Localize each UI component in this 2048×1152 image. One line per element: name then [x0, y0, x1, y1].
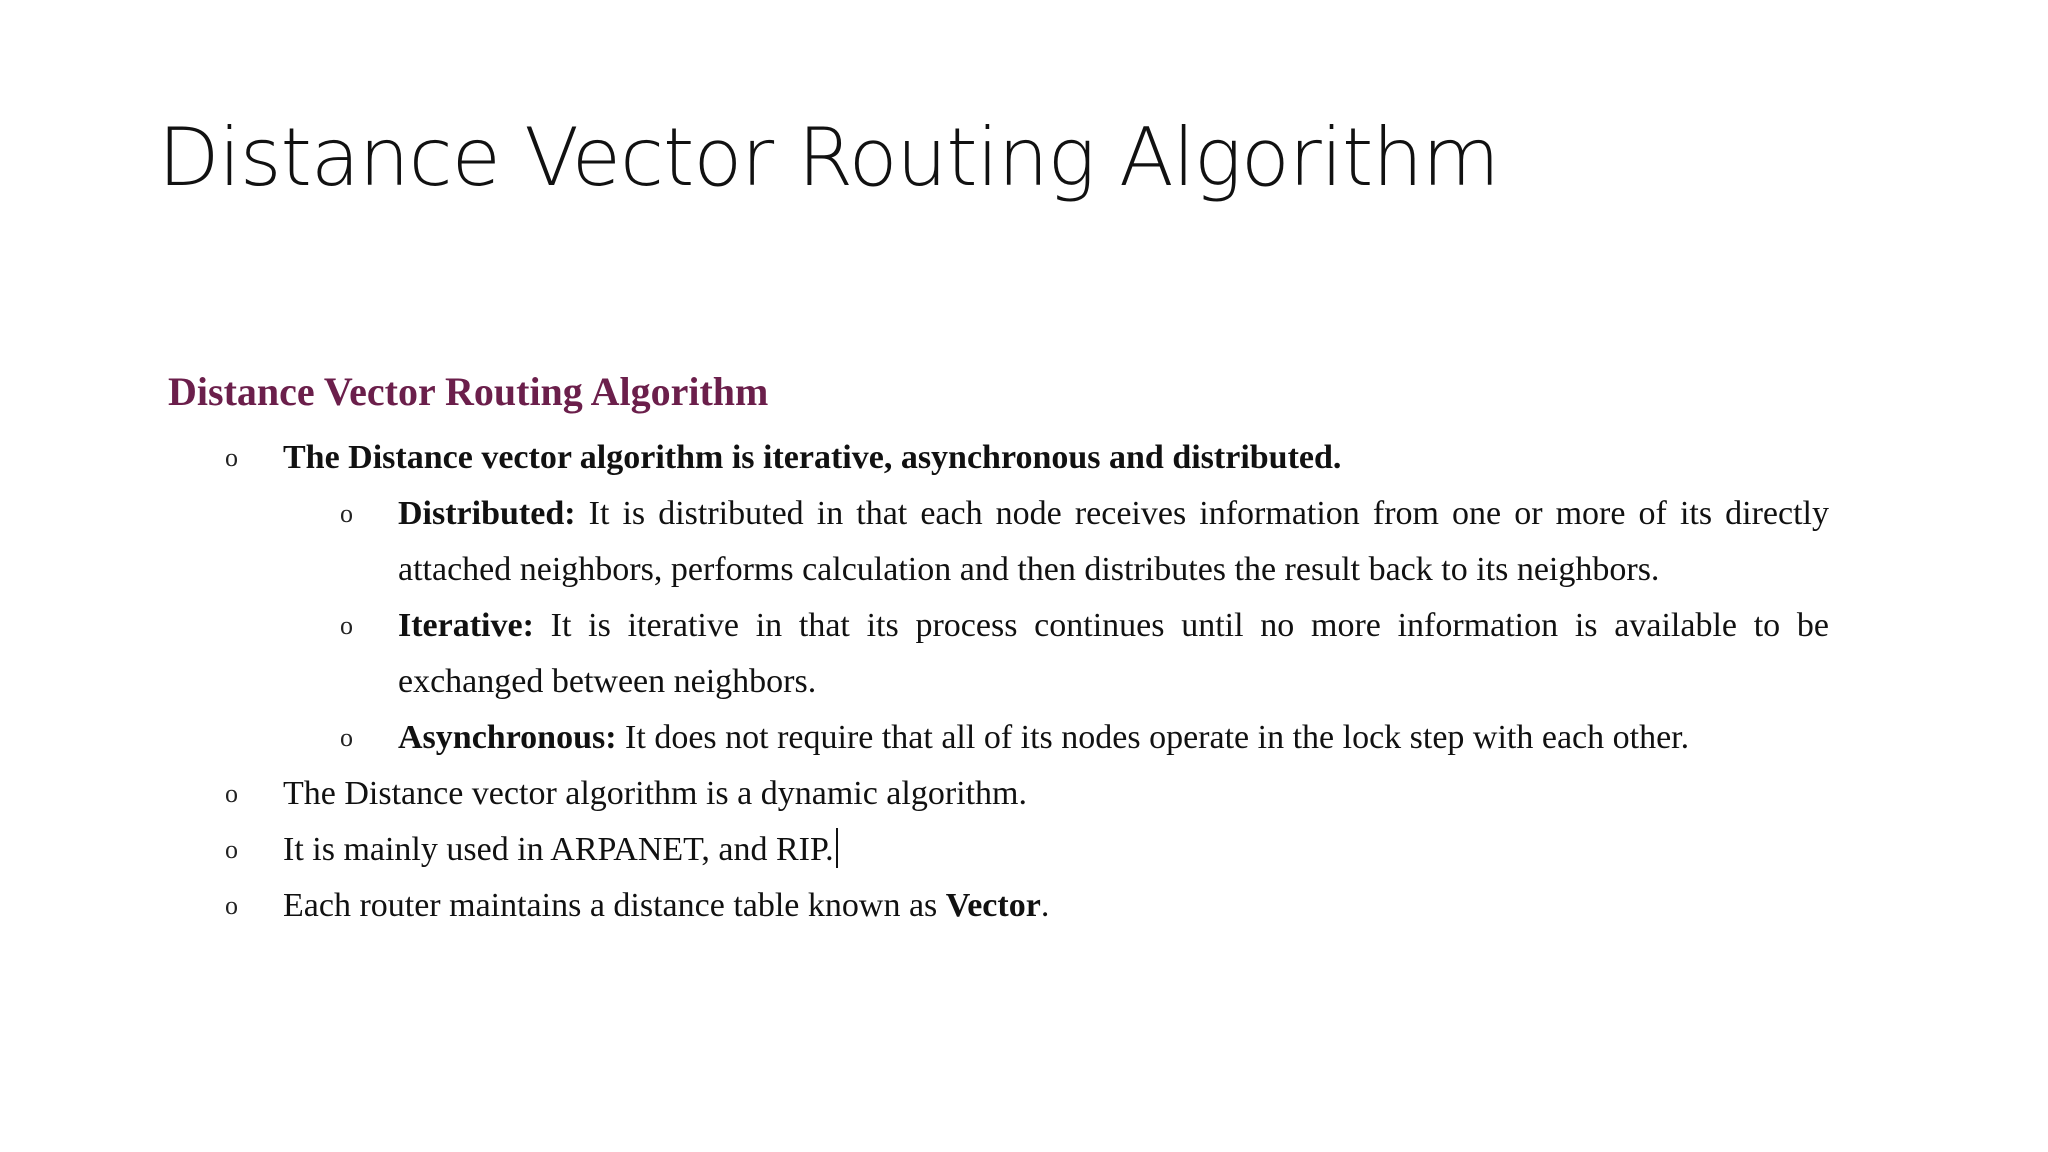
list-item [225, 430, 1888, 766]
main-list [168, 430, 1888, 934]
document-heading: Distance Vector Routing Algorithm [168, 369, 769, 414]
item-text: The Distance vector algorithm is a dynamic algorithm. [283, 775, 1027, 812]
document-image [168, 364, 1888, 934]
term-description: It does not require that all of its nodes operate in the lock step with each other. [616, 719, 1690, 756]
circle-bullet-icon: o [340, 611, 353, 640]
item-suffix: . [1040, 887, 1050, 924]
sub-list-item [340, 598, 1829, 710]
sub-list-item [340, 710, 1829, 766]
text-cursor-icon [836, 828, 838, 868]
term-label: Asynchronous: [398, 719, 617, 756]
circle-bullet-icon: o [340, 723, 353, 752]
list-item [225, 822, 1888, 878]
circle-bullet-icon: o [225, 779, 238, 808]
slide-title: Distance Vector Routing Algorithm [158, 111, 1499, 204]
circle-bullet-icon: o [225, 891, 238, 920]
term-label: Iterative: [398, 607, 534, 644]
list-item [225, 878, 1888, 934]
list-item [225, 766, 1888, 822]
circle-bullet-icon: o [340, 499, 353, 528]
item-text: It is mainly used in ARPANET, and RIP. [283, 831, 834, 868]
term-description: It is iterative in that its process continues until no more information is available to be exchanged between neighbors. [398, 607, 1829, 700]
item-emphasis: Vector [945, 887, 1041, 924]
circle-bullet-icon: o [225, 443, 238, 472]
sub-list [283, 486, 1888, 766]
term-description: It is distributed in that each node receives information from one or more of its directly attached neighbors, performs calculation and then distributes the result back to its neighbors. [398, 495, 1829, 588]
item-text: The Distance vector algorithm is iterative, asynchronous and distributed. [283, 439, 1342, 476]
sub-list-item [340, 486, 1829, 598]
term-label: Distributed: [398, 495, 576, 532]
circle-bullet-icon: o [225, 835, 238, 864]
item-text: Each router maintains a distance table known as [283, 887, 946, 924]
